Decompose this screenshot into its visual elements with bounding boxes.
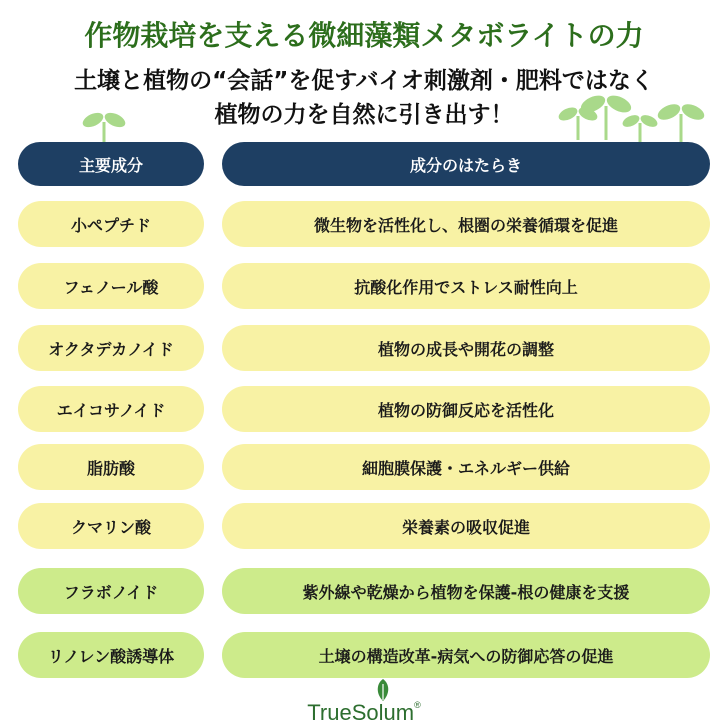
leaf-icon bbox=[375, 678, 391, 702]
sprout-icon bbox=[620, 110, 660, 142]
page-title: 作物栽培を支える微細藻類メタボライトの力 bbox=[84, 19, 644, 52]
component-cell: 脂肪酸 bbox=[18, 444, 204, 490]
function-cell: 微生物を活性化し、根圏の栄養循環を促進 bbox=[222, 201, 710, 247]
component-cell: クマリン酸 bbox=[18, 503, 204, 549]
component-cell: フェノール酸 bbox=[18, 263, 204, 309]
function-cell: 紫外線や乾燥から植物を保護-根の健康を支援 bbox=[222, 568, 710, 614]
function-cell: 抗酸化作用でストレス耐性向上 bbox=[222, 263, 710, 309]
component-cell: リノレン酸誘導体 bbox=[18, 632, 204, 678]
component-cell: オクタデカノイド bbox=[18, 325, 204, 371]
component-cell: フラボノイド bbox=[18, 568, 204, 614]
function-cell: 土壌の構造改革-病気への防御応答の促進 bbox=[222, 632, 710, 678]
header-component-functions: 成分のはたらき bbox=[222, 142, 710, 186]
subtitle-line-1: 土壌と植物の“会話”を促すバイオ刺激剤・肥料ではなく bbox=[74, 68, 654, 94]
brand-logo bbox=[0, 700, 728, 726]
function-cell: 栄養素の吸収促進 bbox=[222, 503, 710, 549]
logo-registered-mark: ® bbox=[414, 700, 421, 710]
function-cell: 植物の成長や開花の調整 bbox=[222, 325, 710, 371]
component-cell: 小ペプチド bbox=[18, 201, 204, 247]
logo-text: TrueSolum bbox=[307, 700, 415, 725]
subtitle-line-2: 植物の力を自然に引き出す！ bbox=[214, 102, 514, 128]
sprout-icon bbox=[78, 108, 130, 142]
header-main-components: 主要成分 bbox=[18, 142, 204, 186]
sprout-icon bbox=[656, 98, 706, 142]
function-cell: 細胞膜保護・エネルギー供給 bbox=[222, 444, 710, 490]
component-cell: エイコサノイド bbox=[18, 386, 204, 432]
function-cell: 植物の防御反応を活性化 bbox=[222, 386, 710, 432]
